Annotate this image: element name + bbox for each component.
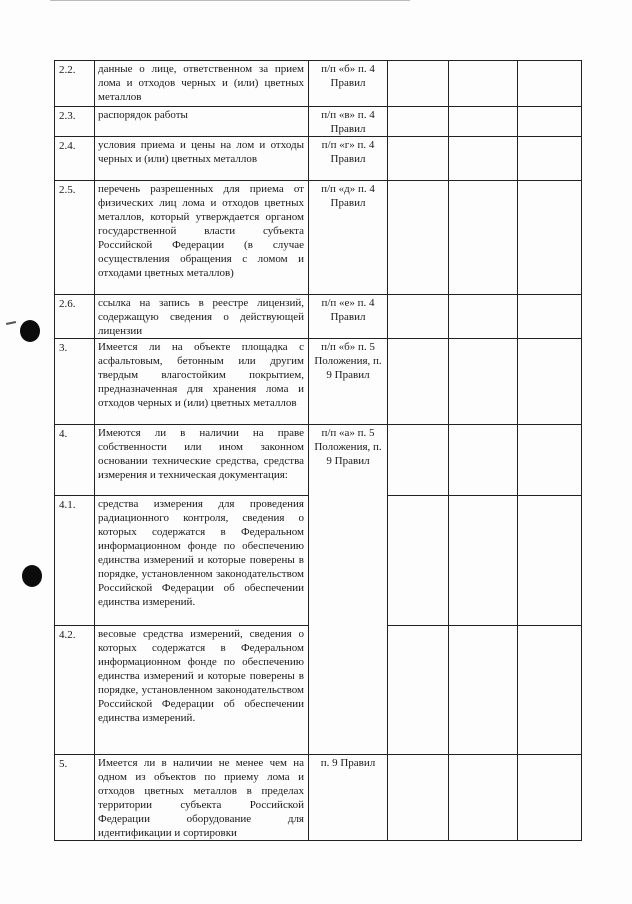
row-reference: п/п «в» п. 4 Правил (309, 107, 388, 137)
row-reference: п/п «а» п. 5 Положения, п. 9 Правил (309, 425, 388, 755)
answer-cell (388, 181, 449, 295)
answer-cell (449, 107, 518, 137)
answer-cell (388, 496, 449, 626)
row-number: 4.2. (55, 626, 95, 755)
answer-cell (449, 425, 518, 496)
row-description: распорядок работы (95, 107, 309, 137)
table-row (55, 295, 582, 339)
answer-cell (518, 339, 582, 425)
table-row (55, 181, 582, 295)
table-row (55, 425, 582, 496)
binder-hole (20, 320, 40, 342)
table-row (55, 137, 582, 181)
answer-cell (388, 755, 449, 841)
row-reference: п/п «б» п. 5 Положения, п. 9 Правил (309, 339, 388, 425)
row-description: весовые средства измерений, сведения о которых содержатся в Федеральном информационном фонде по обеспечению единства измерений и которые поверены в порядке, установленном законодательством Российской Федерации об обеспечении единства измерений. (95, 626, 309, 755)
answer-cell (518, 425, 582, 496)
binder-hole (22, 565, 42, 587)
answer-cell (449, 496, 518, 626)
table-row (55, 339, 582, 425)
row-description: Имеется ли в наличии не менее чем на одном из объектов по приему лома и отходов цветных металлов в пределах территории субъекта Российской Федерации оборудование для идентификации и сортировки (95, 755, 309, 841)
checklist-table (54, 60, 582, 841)
row-description: условия приема и цены на лом и отходы черных и (или) цветных металлов (95, 137, 309, 181)
answer-cell (388, 295, 449, 339)
answer-cell (518, 755, 582, 841)
row-number: 5. (55, 755, 95, 841)
table-row (55, 61, 582, 107)
row-reference: п/п «е» п. 4 Правил (309, 295, 388, 339)
answer-cell (449, 61, 518, 107)
row-number: 2.6. (55, 295, 95, 339)
row-description: Имеются ли в наличии на праве собственности или ином законном основании технические средства, средства измерения и техническая документация: (95, 425, 309, 496)
margin-mark (6, 321, 16, 325)
row-reference: п/п «д» п. 4 Правил (309, 181, 388, 295)
answer-cell (449, 339, 518, 425)
answer-cell (449, 137, 518, 181)
row-reference: п/п «г» п. 4 Правил (309, 137, 388, 181)
row-description: средства измерения для проведения радиационного контроля, сведения о которых содержатся в Федеральном информационном фонде по обеспечению единства измерений и которые поверены в порядке, установленном законодательством Российской Федерации об обеспечении единства измерений. (95, 496, 309, 626)
table-row (55, 755, 582, 841)
table-row (55, 107, 582, 137)
row-number: 4.1. (55, 496, 95, 626)
row-number: 2.5. (55, 181, 95, 295)
row-description: перечень разрешенных для приема от физических лиц лома и отходов цветных металлов, который утверждается органом государственной власти субъекта Российской Федерации (в случае осуществления обращения с ломом и отходами цветных металлов) (95, 181, 309, 295)
row-number: 2.3. (55, 107, 95, 137)
row-reference: п. 9 Правил (309, 755, 388, 841)
row-number: 3. (55, 339, 95, 425)
row-number: 2.4. (55, 137, 95, 181)
answer-cell (388, 339, 449, 425)
row-description: Имеется ли на объекте площадка с асфальтовым, бетонным или другим твердым влагостойким покрытием, предназначенная для хранения лома и отходов черных и (или) цветных металлов (95, 339, 309, 425)
row-number: 4. (55, 425, 95, 496)
page-top-edge (50, 0, 410, 4)
answer-cell (388, 61, 449, 107)
answer-cell (449, 626, 518, 755)
answer-cell (518, 137, 582, 181)
answer-cell (449, 755, 518, 841)
row-reference: п/п «б» п. 4 Правил (309, 61, 388, 107)
row-description: данные о лице, ответственном за прием лома и отходов черных и (или) цветных металлов (95, 61, 309, 107)
answer-cell (388, 425, 449, 496)
answer-cell (518, 107, 582, 137)
answer-cell (518, 295, 582, 339)
answer-cell (449, 181, 518, 295)
answer-cell (388, 107, 449, 137)
row-number: 2.2. (55, 61, 95, 107)
answer-cell (518, 626, 582, 755)
answer-cell (518, 181, 582, 295)
answer-cell (388, 137, 449, 181)
answer-cell (518, 496, 582, 626)
answer-cell (449, 295, 518, 339)
row-description: ссылка на запись в реестре лицензий, содержащую сведения о действующей лицензии (95, 295, 309, 339)
answer-cell (388, 626, 449, 755)
answer-cell (518, 61, 582, 107)
